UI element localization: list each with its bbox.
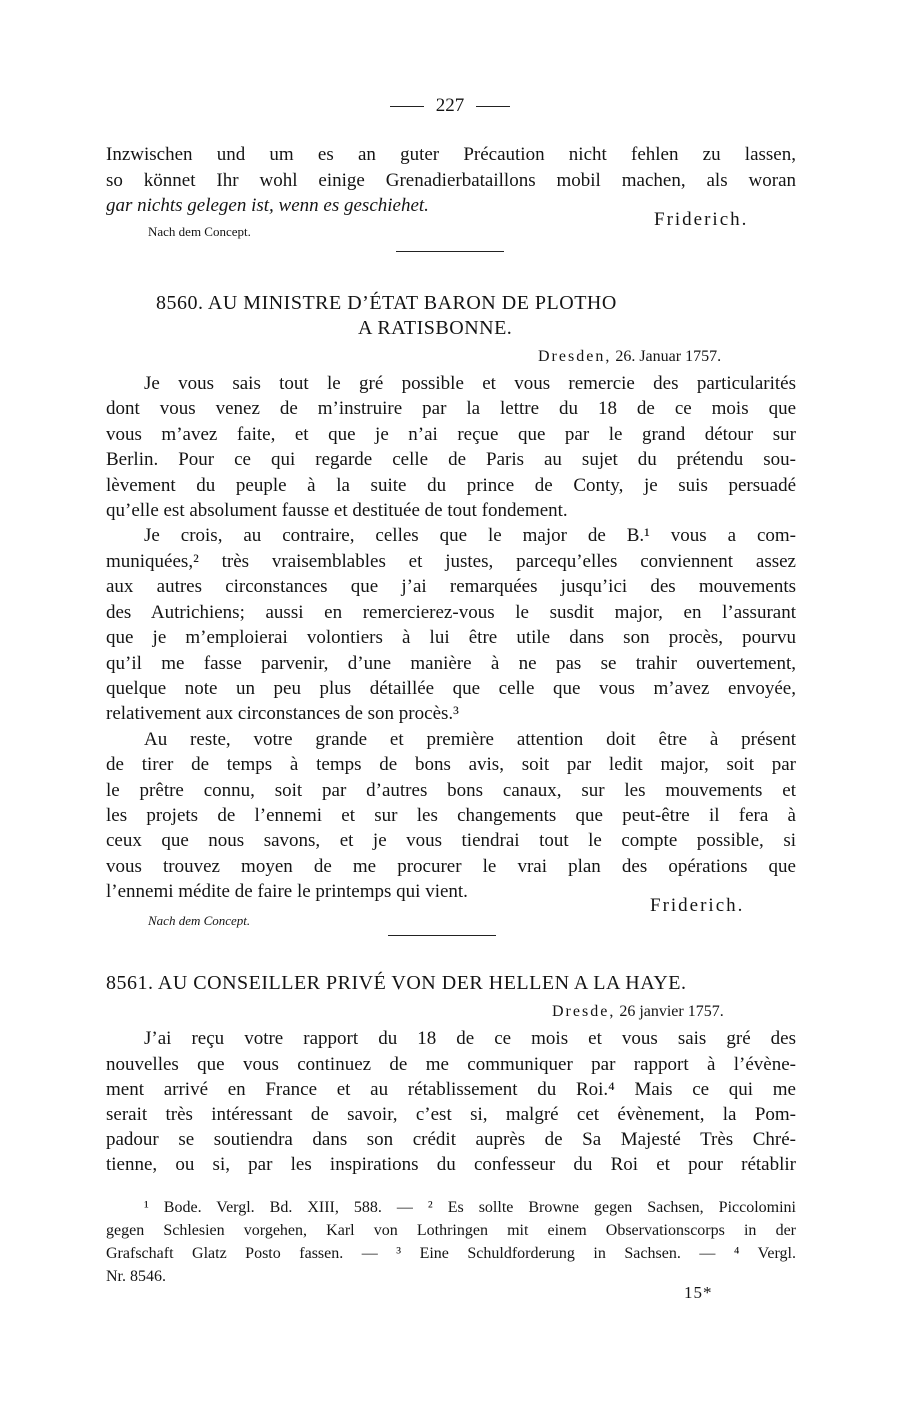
- text-line: Je vous sais tout le gré possible et vous remercie des particularités: [144, 373, 796, 394]
- dateline-place: Dresde,: [552, 1003, 616, 1020]
- footnote-line: gegen Schlesien vorgehen, Karl von Lothringen mit einem Observationscorps in der: [106, 1222, 796, 1239]
- header-dash-right: [476, 106, 510, 107]
- text-line: que je m’emploierai volontiers à lui être utile dans son procès, pourvu: [106, 627, 796, 648]
- header-dash-left: [390, 106, 424, 107]
- text-line: muniquées,² très vraisemblables et justes, parcequ’elles conviennent assez: [106, 551, 796, 572]
- dateline-place: Dresden,: [538, 348, 612, 365]
- text-line: ment arrivé en France et au rétablissement du Roi.⁴ Mais ce qui me: [106, 1079, 796, 1100]
- signature-mark: 15*: [684, 1283, 713, 1302]
- letter-dateline: [538, 346, 721, 368]
- letter-heading: 8560. AU MINISTRE D’ÉTAT BARON DE PLOTHO: [156, 292, 617, 314]
- page-number: 227: [435, 95, 465, 116]
- letter-heading: 8561. AU CONSEILLER PRIVÉ VON DER HELLEN A LA HAYE.: [106, 972, 687, 994]
- dateline-date: 26 janvier 1757.: [619, 1003, 724, 1020]
- text-line: nouvelles que vous continuez de me communiquer par rapport à l’évène-: [106, 1054, 796, 1075]
- signature: Friderich.: [654, 209, 749, 230]
- text-line: tienne, ou si, par les inspirations du confesseur du Roi et pour rétablir: [106, 1154, 796, 1175]
- text-line: de tirer de temps à temps de bons avis, soit par ledit major, soit par: [106, 754, 796, 775]
- footnote-line: ¹ Bode. Vergl. Bd. XIII, 588. — ² Es sollte Browne gegen Sachsen, Piccolomini: [144, 1199, 796, 1216]
- section-divider: [396, 251, 504, 252]
- text-line: quelque note un peu plus détaillée que celle que vous m’avez envoyée,: [106, 678, 796, 699]
- text-line: Je crois, au contraire, celles que le major de B.¹ vous a com-: [144, 525, 796, 546]
- text-line: Berlin. Pour ce qui regarde celle de Paris au sujet du prétendu sou-: [106, 449, 796, 470]
- dateline-date: 26. Januar 1757.: [615, 348, 722, 365]
- page-header: [0, 94, 900, 118]
- text-line: Au reste, votre grande et première attention doit être à présent: [144, 729, 796, 750]
- text-line: l’ennemi médite de faire le printemps qui vient.: [106, 881, 468, 902]
- text-line: gar nichts gelegen ist, wenn es geschiehet.: [106, 195, 429, 216]
- text-line: vous trouvez moyen de me procurer le vrai plan des opérations que: [106, 856, 796, 877]
- signature: Friderich.: [650, 895, 745, 916]
- section-divider: [388, 935, 496, 936]
- text-line: le prêtre connu, soit par d’autres bons canaux, sur les mouvements et: [106, 780, 796, 801]
- footnote-line: Grafschaft Glatz Posto fassen. — ³ Eine Schuldforderung in Sachsen. — ⁴ Vergl.: [106, 1245, 796, 1262]
- text-line: dont vous venez de m’instruire par la lettre du 18 de ce mois que: [106, 398, 796, 419]
- letter-dateline: [552, 1001, 724, 1023]
- text-line: les projets de l’ennemi et sur les changements que peut-être il fera à: [106, 805, 796, 826]
- text-line: qu’il me fasse parvenir, d’une manière à ne pas se trahir ouvertement,: [106, 653, 796, 674]
- text-line: Inzwischen und um es an guter Précaution nicht fehlen zu lassen,: [106, 144, 796, 165]
- text-line: J’ai reçu votre rapport du 18 de ce mois et vous sais gré des: [144, 1028, 796, 1049]
- footnote-line: Nr. 8546.: [106, 1268, 166, 1285]
- text-line: vous m’avez faite, et que je n’ai reçue que par le grand détour sur: [106, 424, 796, 445]
- text-line: lèvement du peuple à la suite du prince de Conty, je suis persuadé: [106, 475, 796, 496]
- text-line: so könnet Ihr wohl einige Grenadierbataillons mobil machen, als woran: [106, 170, 796, 191]
- text-line: des Autrichiens; aussi en remercierez-vous le susdit major, en l’assurant: [106, 602, 796, 623]
- text-line: qu’elle est absolument fausse et destituée de tout fondement.: [106, 500, 568, 521]
- text-line: aux autres circonstances que j’ai remarquées jusqu’ici des mouvements: [106, 576, 796, 597]
- text-line: serait très intéressant de savoir, c’est si, malgré cet évènement, la Pom-: [106, 1104, 796, 1125]
- text-line: padour se soutiendra dans son crédit auprès de Sa Majesté Très Chré-: [106, 1129, 796, 1150]
- text-line: relativement aux circonstances de son procès.³: [106, 703, 459, 724]
- letter-heading-destination: A RATISBONNE.: [358, 317, 513, 339]
- concept-note: Nach dem Concept.: [148, 913, 251, 928]
- text-line: ceux que nous savons, et je vous tiendrai tout le compte possible, si: [106, 830, 796, 851]
- concept-note: Nach dem Concept.: [148, 224, 251, 239]
